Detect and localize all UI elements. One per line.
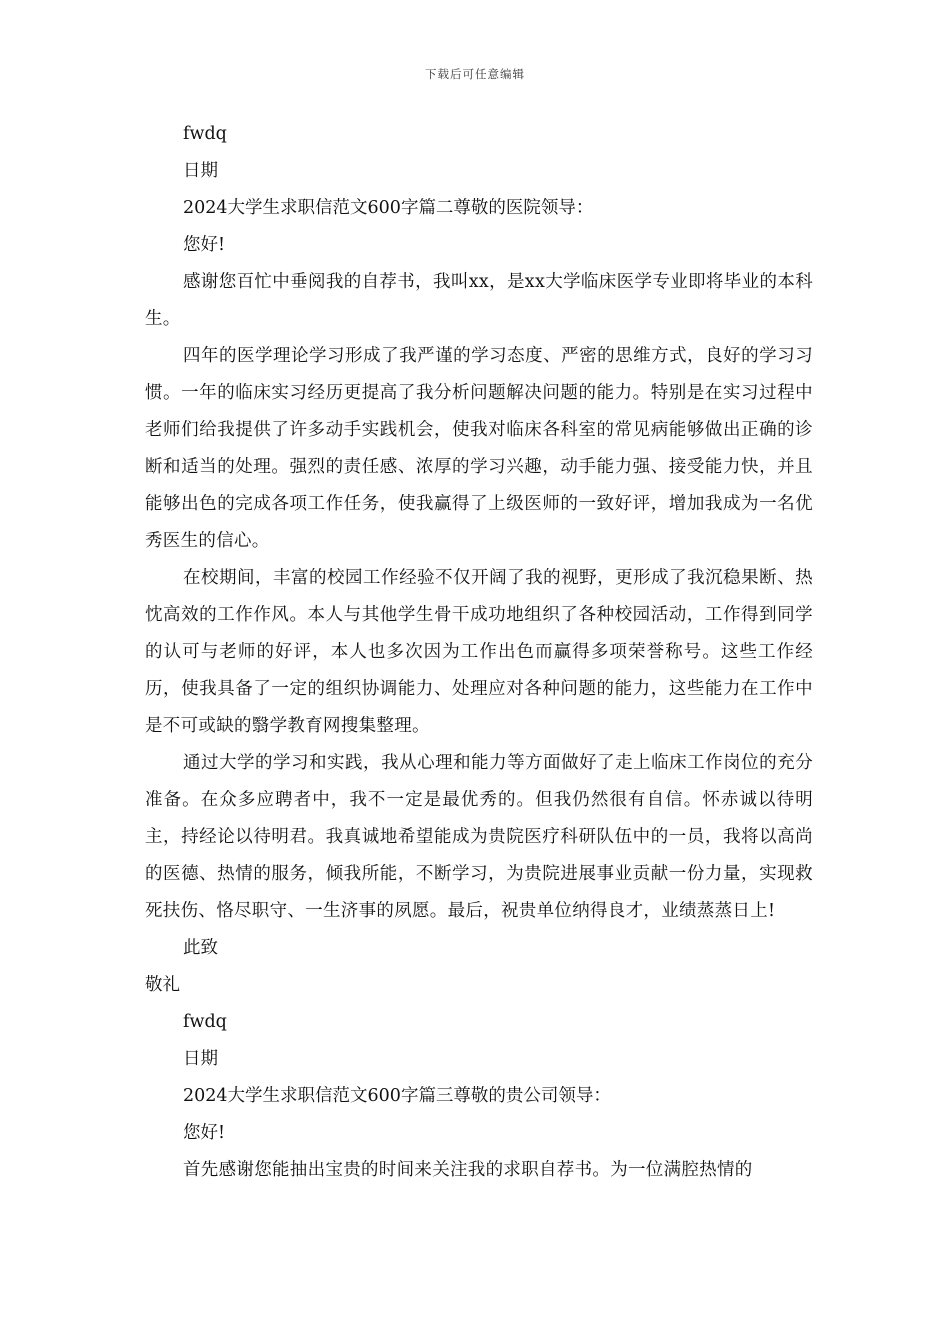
signature-line: fwdq — [183, 124, 227, 144]
paragraph-intro: 感谢您百忙中垂阅我的自荐书，我叫xx，是xx大学临床医学专业即将毕业的本科生。 — [145, 272, 813, 329]
section-title-2: 2024大学生求职信范文600字篇二尊敬的医院领导： — [183, 198, 594, 218]
closing-line-1: 此致 — [183, 938, 218, 958]
signature-line-2: fwdq — [183, 1012, 227, 1032]
paragraph-study: 四年的医学理论学习形成了我严谨的学习态度、严密的思维方式，良好的学习习惯。一年的临床实习经历更提高了我分析问题解决问题的能力。特别是在实习过程中老师们给我提供了许多动手实践机会，使我对临床各科室的常见病能够做出正确的诊断和适当的处理。强烈的责任感、浓厚的学习兴趣，动手能力强、接受能力快，并且能够出色的完成各项工作任务，使我赢得了上级医师的一致好评，增加我成为一名优秀医生的信心。 — [145, 346, 813, 551]
section-title-3: 2024大学生求职信范文600字篇三尊敬的贵公司领导： — [183, 1086, 611, 1106]
greeting-line: 您好! — [183, 235, 226, 255]
page-header-note: 下载后可任意编辑 — [425, 67, 525, 81]
date-line-2: 日期 — [183, 1049, 218, 1069]
closing-line-2: 敬礼 — [145, 975, 180, 995]
paragraph-campus: 在校期间，丰富的校园工作经验不仅开阔了我的视野，更形成了我沉稳果断、热忱高效的工作作风。本人与其他学生骨干成功地组织了各种校园活动，工作得到同学的认可与老师的好评，本人也多次因为工作出色而赢得多项荣誉称号。这些工作经历，使我具备了一定的组织协调能力、处理应对各种问题的能力，这些能力在工作中是不可或缺的翳学教育网搜集整理。 — [145, 568, 813, 736]
paragraph-preparation: 通过大学的学习和实践，我从心理和能力等方面做好了走上临床工作岗位的充分准备。在众多应聘者中，我不一定是最优秀的。但我仍然很有自信。怀赤诚以待明主，持经论以待明君。我真诚地希望能成为贵院医疗科研队伍中的一员，我将以高尚的医德、热情的服务，倾我所能，不断学习，为贵院进展事业贡献一份力量，实现救死扶伤、恪尽职守、一生济事的夙愿。最后，祝贵单位纳得良才，业绩蒸蒸日上! — [145, 753, 813, 921]
greeting-line-2: 您好! — [183, 1123, 226, 1143]
date-line: 日期 — [183, 161, 218, 181]
document-body — [145, 116, 813, 1189]
paragraph-opening: 首先感谢您能抽出宝贵的时间来关注我的求职自荐书。为一位满腔热情的 — [183, 1160, 753, 1180]
